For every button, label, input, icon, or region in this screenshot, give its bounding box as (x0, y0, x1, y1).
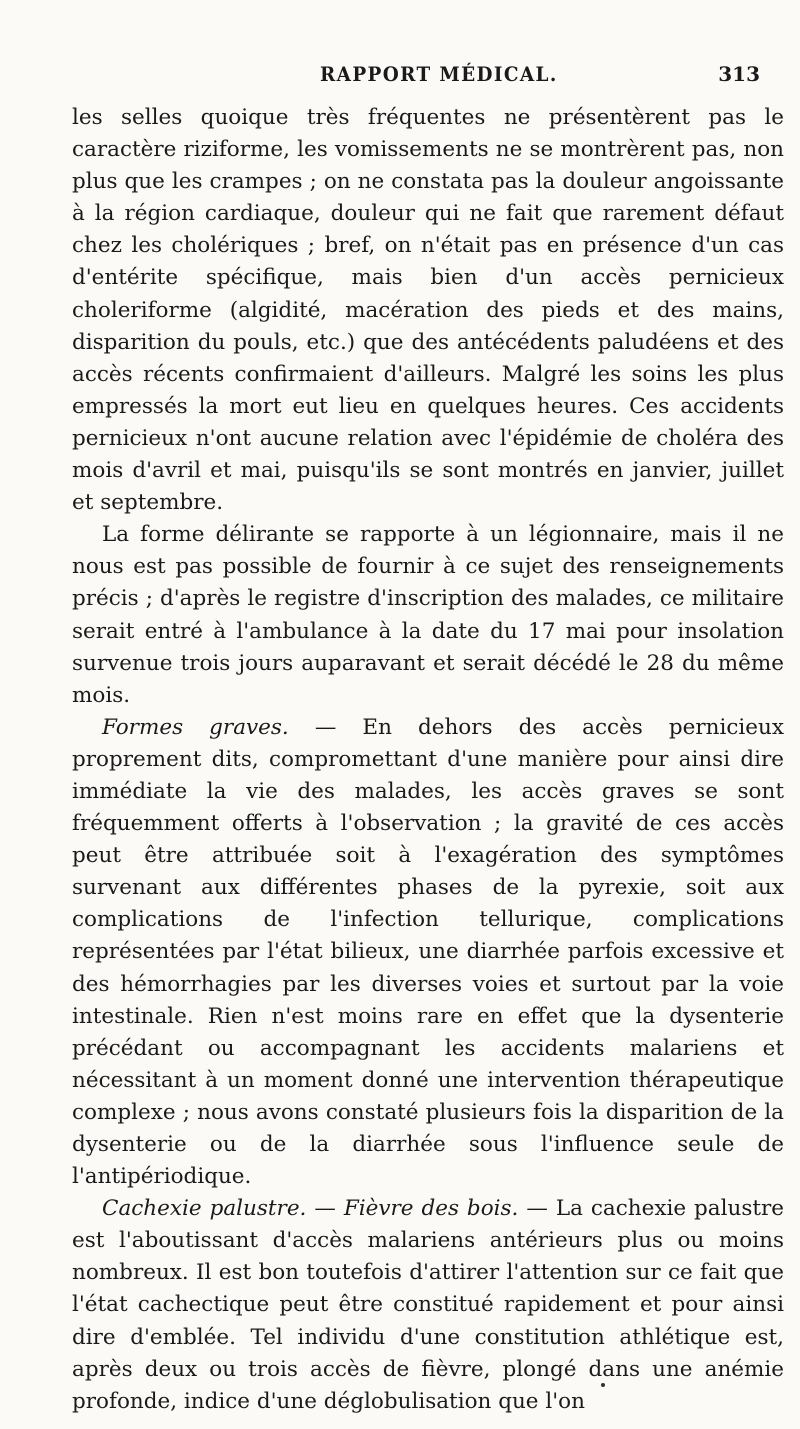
paragraph-1 (72, 102, 784, 519)
paragraph-4 (72, 1193, 784, 1418)
paragraph-2-text: La forme délirante se rapporte à un légionnaire, mais il ne nous est pas possible de fournir à ce sujet des renseignements précis ; d'après le registre d'inscription des malades, ce militaire serait entré à l'ambulance à la date du 17 mai pour insolation survenue trois jours auparavant et serait décédé le 28 du même mois. (72, 522, 784, 708)
page-header (92, 62, 770, 88)
paragraph-1-text: les selles quoique très fréquentes ne présentèrent pas le caractère riziforme, les vomissements ne se montrèrent pas, non plus que les crampes ; on ne constata pas la douleur angoissante à la région cardiaque, douleur qui ne fait que rarement défaut chez les cholériques ; bref, on n'était pas en présence d'un cas d'entérite spécifique, mais bien d'un accès pernicieux choleriforme (algidité, macération des pieds et des mains, disparition du pouls, etc.) que des antécédents paludéens et des accès récents confirmaient d'ailleurs. Malgré les soins les plus empressés la mort eut lieu en quelques heures. Ces accidents pernicieux n'ont aucune relation avec l'épidémie de choléra des mois d'avril et mai, puisqu'ils se sont montrés en janvier, juillet et septembre. (72, 105, 784, 516)
section-heading-fievre-des-bois: Fièvre des bois. (343, 1196, 519, 1222)
section-heading-cachexie: Cachexie palustre. (102, 1196, 307, 1222)
paragraph-2 (72, 519, 784, 712)
heading-separator: — (306, 1196, 344, 1222)
running-head: RAPPORT MÉDICAL. (320, 62, 558, 86)
section-heading-formes-graves: Formes graves. (102, 714, 289, 740)
paragraph-4-text: — La cachexie palustre est l'aboutissant d'accès malariens antérieurs plus ou moins nombreux. Il est bon toutefois d'attirer l'attention sur ce fait que l'état cachectique peut être constitué rapidement et pour ainsi dire d'emblée. Tel individu d'une constitution athlétique est, après deux ou trois accès de fièvre, plongé dans une anémie profonde, indice d'une déglobulisation que l'on (72, 1196, 785, 1414)
paragraph-3 (72, 712, 784, 1193)
printer-mark (601, 1383, 605, 1387)
page-number: 313 (718, 62, 760, 86)
page-body (72, 102, 784, 1418)
paragraph-3-text: — En dehors des accès pernicieux proprement dits, compromettant d'une manière pour ainsi dire immédiate la vie des malades, les accès graves se sont fréquemment offerts à l'observation ; la gravité de ces accès peut être attribuée soit à l'exagération des symptômes survenant aux différentes phases de la pyrexie, soit aux complications de l'infection tellurique, complications représentées par l'état bilieux, une diarrhée parfois excessive et des hémorrhagies par les diverses voies et surtout par la voie intestinale. Rien n'est moins rare en effet que la dysenterie précédant ou accompagnant les accidents malariens et nécessitant à un moment donné une intervention thérapeutique complexe ; nous avons constaté plusieurs fois la disparition de la dysenterie ou de la diarrhée sous l'influence seule de l'antipériodique. (72, 714, 784, 1190)
